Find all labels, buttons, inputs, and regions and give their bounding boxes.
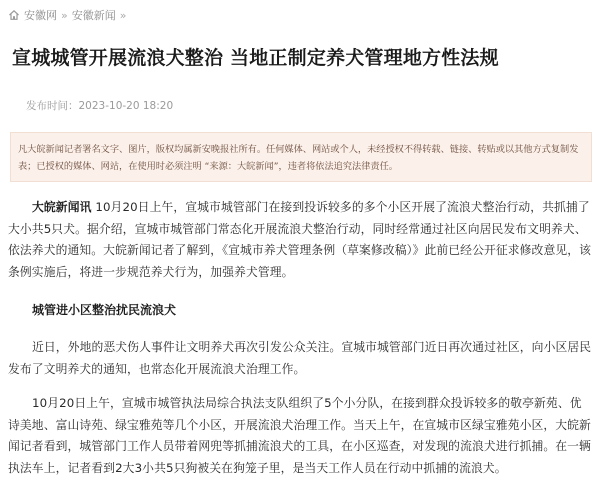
article-paragraph-2: 近日，外地的恶犬伤人事件让文明养犬再次引发公众关注。宣城市城管部门近日再次通过社区，向小区居民发布了文明养犬的通知，也常态化开展流浪犬治理工作。 [8,340,592,376]
paragraph-text: 10月20日上午，宣城市城管部门在接到投诉较多的多个小区开展了流浪犬整治行动，共抓捕了大小共5只犬。据介绍，宣城市城管部门常态化开展流浪犬整治行动，同时经常通过社区向居民发布文明养犬、依法养犬的通知。大皖新闻记者了解到，《宣城市养犬管理条例（草案修改稿）》此前已经公开征求修改意见，该条例实施后，将进一步规范养犬行为，加强养犬管理。 [8,200,592,279]
article-paragraph-1 [8,197,592,283]
publish-info [26,98,173,113]
breadcrumb-separator: » [61,8,68,22]
section-subheading: 城管进小区整治扰民流浪犬 [32,303,177,317]
breadcrumb [8,6,130,24]
article-title: 宣城城管开展流浪犬整治 当地正制定养犬管理地方性法规 [12,47,499,69]
article-paragraph-3: 10月20日上午，宣城市城管执法局综合执法支队组织了5个小分队，在接到群众投诉较多的敬亭新苑、优诗美地、富山诗苑、绿宝雅苑等几个小区，开展流浪犬治理工作。当天上午，在宣城市区绿宝雅苑小区，大皖新闻记者看到，城管部门工作人员带着网兜等抓捕流浪犬的工具，在小区巡查，对发现的流浪犬进行抓捕。在一辆执法车上，记者看到2大3小共5只狗被关在狗笼子里，是当天工作人员在行动中抓捕的流浪犬。 [8,396,591,475]
copyright-notice: 凡大皖新闻记者署名文字、图片，版权均属新安晚报社所有。任何媒体、网站或个人，未经授权不得转载、链接、转贴或以其他方式复制发表；已授权的媒体、网站，在使用时必须注明 “来源：大皖新闻”，违者将依法追究法律责任。 [10,132,592,182]
publish-label: 发布时间： [26,100,79,112]
breadcrumb-item-anhui-net[interactable]: 安徽网 [24,9,57,22]
breadcrumb-item-anhui-news[interactable]: 安徽新闻 [71,9,116,22]
paragraph-lead: 大皖新闻讯 [32,200,92,214]
publish-time: 2023-10-20 18:20 [78,100,174,112]
breadcrumb-separator: » [119,8,127,22]
home-icon[interactable] [8,9,20,21]
